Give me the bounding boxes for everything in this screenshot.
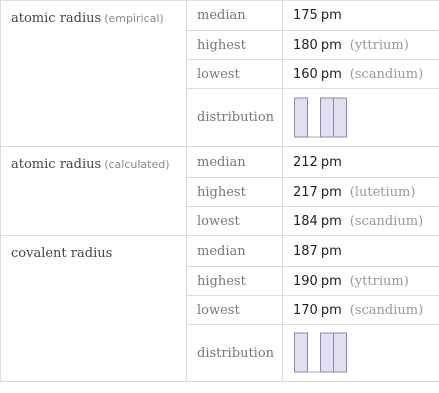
table-row	[1, 236, 439, 267]
stat-key: highest	[187, 267, 283, 296]
property-name: atomic radius	[11, 11, 102, 26]
distribution-histogram	[293, 331, 373, 375]
stat-value: 184 pm (scandium)	[283, 207, 439, 236]
table-row	[1, 147, 439, 178]
stat-value: 190 pm (yttrium)	[283, 267, 439, 296]
table-row	[1, 1, 439, 31]
property-note: (empirical)	[104, 12, 164, 25]
histogram-bar	[295, 333, 308, 372]
stat-value: 175 pm	[283, 1, 439, 31]
stat-value: 160 pm (scandium)	[283, 60, 439, 89]
stat-key: lowest	[187, 296, 283, 325]
stat-key: highest	[187, 178, 283, 207]
stat-key: distribution	[187, 89, 283, 147]
element-reference: (scandium)	[349, 213, 424, 229]
histogram-bar	[321, 333, 334, 372]
distribution-histogram	[293, 96, 373, 140]
property-label	[1, 147, 187, 236]
property-label	[1, 1, 187, 147]
stat-key: distribution	[187, 325, 283, 382]
stat-value: 187 pm	[283, 236, 439, 267]
histogram-bar	[334, 98, 347, 137]
histogram-bar	[295, 98, 308, 137]
stat-key: lowest	[187, 60, 283, 89]
element-reference: (yttrium)	[349, 273, 409, 289]
element-reference: (scandium)	[349, 302, 424, 318]
stat-key: lowest	[187, 207, 283, 236]
element-reference: (scandium)	[349, 66, 424, 82]
element-reference: (yttrium)	[349, 37, 409, 53]
histogram-bar	[321, 98, 334, 137]
distribution-cell	[283, 325, 439, 382]
histogram-bar	[334, 333, 347, 372]
stat-value: 170 pm (scandium)	[283, 296, 439, 325]
stat-value: 212 pm	[283, 147, 439, 178]
stat-key: highest	[187, 31, 283, 60]
stat-value: 217 pm (lutetium)	[283, 178, 439, 207]
property-name: covalent radius	[11, 246, 113, 261]
element-reference: (lutetium)	[349, 184, 416, 200]
property-name: atomic radius	[11, 157, 102, 172]
stat-key: median	[187, 236, 283, 267]
stat-key: median	[187, 147, 283, 178]
distribution-cell	[283, 89, 439, 147]
property-label	[1, 236, 187, 382]
stat-key: median	[187, 1, 283, 31]
property-note: (calculated)	[104, 158, 170, 171]
stat-value: 180 pm (yttrium)	[283, 31, 439, 60]
